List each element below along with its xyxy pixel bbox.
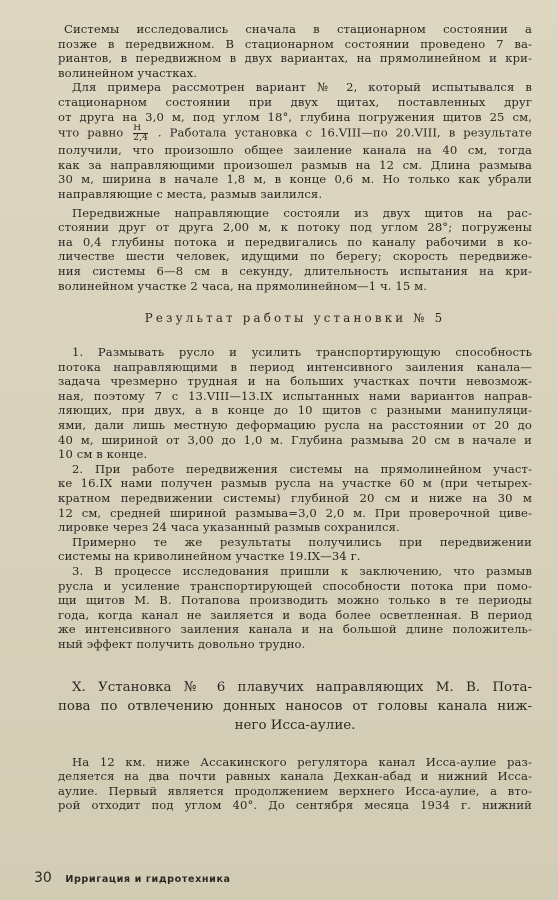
journal-name: Ирригация и гидротехника bbox=[65, 874, 231, 885]
page-number: 30 bbox=[34, 870, 52, 886]
depth-fraction bbox=[133, 124, 148, 143]
text-line: направляющие с места, размыв заилился. bbox=[58, 186, 323, 201]
text-line: волинейном участках. bbox=[58, 65, 198, 80]
text-line: 3. В процессе исследования пришли к заключению, что размыв bbox=[72, 564, 532, 578]
text-line: 40 м, шириной от 3,00 до 1,0 м. Глубина размыва 20 см в начале и bbox=[58, 432, 532, 447]
text-line: позже в передвижном. В стационарном состоянии проведено 7 ва- bbox=[58, 36, 532, 51]
results-heading: Результат работы установки № 5 bbox=[144, 311, 446, 326]
text-line: Примерно те же результаты получились при передвижении bbox=[72, 534, 532, 549]
paragraph-canal-split bbox=[58, 755, 532, 813]
text-line: щи щитов М. В. Потапова производить можно только в те периоды bbox=[58, 593, 532, 608]
text-line: ке 16.IX нами получен размыв русла на участке 60 м (при четырех- bbox=[58, 476, 532, 491]
fraction-line bbox=[58, 124, 532, 143]
page-footer bbox=[34, 870, 534, 886]
paragraph-mobile-guides bbox=[58, 206, 532, 294]
result-item-1 bbox=[58, 345, 532, 462]
text-line: ная, поэтому 7 с 13.VIII—13.IX испытанных нами вариантов направ- bbox=[58, 388, 532, 403]
text-line: стационарном состоянии при двух щитах, поставленных друг bbox=[58, 94, 532, 109]
text-line: Системы исследовались сначала в стационарном состоянии а bbox=[64, 22, 532, 36]
section-title bbox=[58, 678, 532, 735]
text-line: X. Установка № 6 плавучих направляющих М. В. Пота- bbox=[72, 679, 532, 695]
text-line: системы на криволинейном участке 19.IX—34 г. bbox=[58, 549, 361, 564]
text-line: волинейном участке 2 часа, на прямолинейном—1 ч. 15 м. bbox=[58, 278, 427, 293]
text-line: задача чрезмерно трудная и на больших участках почти невозмож- bbox=[58, 374, 532, 389]
text-line: 12 см, средней шириной размыва=3,0 2,0 м. При проверочной циве- bbox=[58, 505, 532, 520]
paragraph-silting-result bbox=[58, 143, 532, 201]
text-line: 10 см в конце. bbox=[58, 447, 148, 462]
text-line: Передвижные направляющие состояли из двух щитов на рас- bbox=[72, 205, 532, 220]
text-line: стоянии друг от друга 2,00 м, к потоку под углом 28°; погружены bbox=[58, 220, 532, 235]
result-item-3 bbox=[58, 564, 532, 652]
fraction-numerator: H bbox=[133, 124, 148, 134]
text-line: деляется на два почти равных канала Дехкан-абад и нижний Исса- bbox=[58, 769, 532, 784]
fraction-denominator: 2,4 bbox=[133, 133, 148, 144]
text-line: 30 м, ширина в начале 1,8 м, в конце 0,6 м. Но только как убрали bbox=[58, 172, 532, 187]
text-line: ями, дали лишь местную деформацию русла на расстоянии от 20 до bbox=[58, 418, 532, 433]
text-line: же интенсивного заиления канала и на большой длине положитель- bbox=[58, 622, 532, 637]
text-line: рой отходит под углом 40°. До сентября месяца 1934 г. нижний bbox=[58, 798, 532, 813]
text-line: года, когда канал не заиляется и вода более осветленная. В период bbox=[58, 607, 532, 622]
text-line: русла и усиление транспортирующей способности потока при помо- bbox=[58, 578, 532, 593]
text-line: от друга на 3,0 м, под углом 18°, глубина погружения щитов 25 см, bbox=[58, 109, 532, 124]
fraction-prefix: что равно bbox=[58, 125, 124, 140]
text-line: потока направляющими в период интенсивного заиления канала— bbox=[58, 359, 532, 374]
text-line: ляющих, при двух, а в конце до 10 щитов с разными манипуляци- bbox=[58, 403, 532, 418]
text-line: 1. Размывать русло и усилить транспортирующую способность bbox=[72, 345, 532, 360]
text-line: как за направляющими произошел размыв на 12 см. Длина размыва bbox=[58, 157, 532, 172]
text-line: На 12 км. ниже Ассакинского регулятора канал Исса-аулие раз- bbox=[72, 754, 532, 769]
text-line: 2. При работе передвижения системы на прямолинейном участ- bbox=[72, 461, 532, 476]
fraction-suffix: . Работала установка с 16.VIII—по 20.VIII, в результате bbox=[157, 125, 532, 140]
paragraph-variant-example bbox=[58, 80, 532, 124]
text-line: ный эффект получить довольно трудно. bbox=[58, 636, 306, 651]
text-line: личестве шести человек, идущими по берегу; скорость передвиже- bbox=[58, 249, 532, 264]
text-line: лировке через 24 часа указанный размыв сохранился. bbox=[58, 520, 400, 535]
result-item-2 bbox=[58, 462, 532, 535]
text-line: аулие. Первый является продолжением верхнего Исса-аулие, а вто- bbox=[58, 783, 532, 798]
text-line: кратном передвижении системы) глубиной 20 см и ниже на 30 м bbox=[58, 491, 532, 506]
text-line: Для примера рассмотрен вариант № 2, который испытывался в bbox=[72, 80, 532, 95]
text-line: на 0,4 глубины потока и передвигались по каналу рабочими в ко- bbox=[58, 234, 532, 249]
text-line: риантов, в передвижном в двух вариантах, на прямолинейном и кри- bbox=[58, 51, 532, 66]
result-item-2-continued bbox=[58, 535, 532, 564]
text-line: пова по отвлечению донных наносов от головы канала ниж- bbox=[58, 698, 532, 714]
paragraph-systems bbox=[58, 22, 532, 80]
text-line: него Исса-аулие. bbox=[234, 717, 356, 733]
paragraph-variant-fraction-line bbox=[58, 124, 532, 143]
text-line: ния системы 6—8 см в секунду, длительность испытания на кри- bbox=[58, 263, 532, 278]
text-line: получили, что произошло общее заиление канала на 40 см, тогда bbox=[58, 143, 532, 158]
